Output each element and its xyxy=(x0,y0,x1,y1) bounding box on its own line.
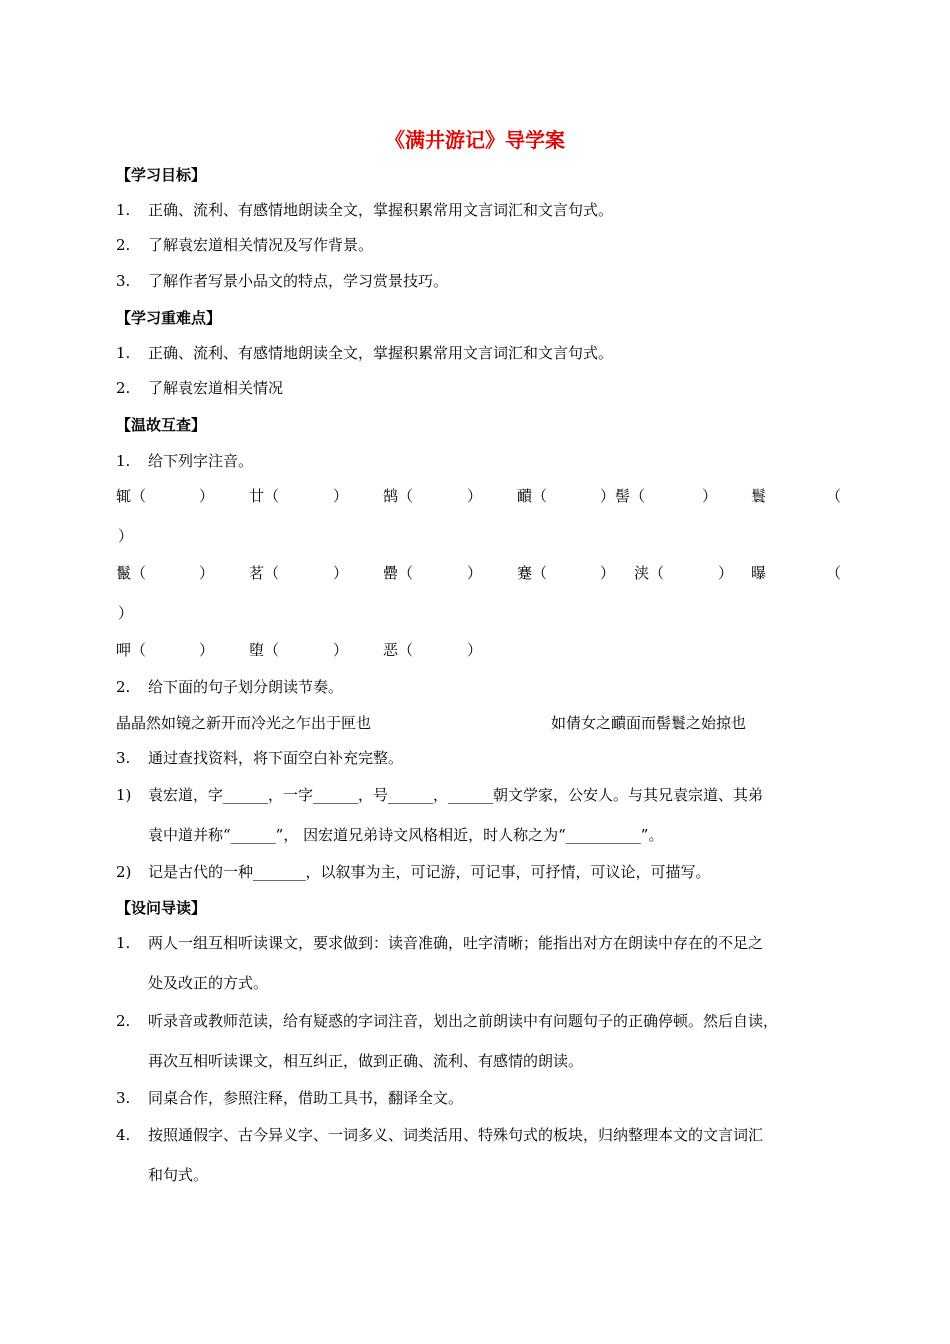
item-text: 两人一组互相听读课文，要求做到：读音准确，吐字清晰；能指出对方在朗读中存在的不足之 xyxy=(148,934,764,952)
pinyin-cell: 茗（ xyxy=(249,564,280,582)
item-number: 2. xyxy=(116,1012,131,1030)
pinyin-cell: 堕（ xyxy=(249,641,280,659)
pinyin-cell: 辄（ xyxy=(116,487,147,505)
item-number: 2. xyxy=(116,236,131,254)
pinyin-cell: ） xyxy=(333,487,349,505)
pinyin-cell: 罍（ xyxy=(383,564,414,582)
item-number: 2. xyxy=(116,678,131,696)
section-heading-guide: 【设问导读】 xyxy=(116,899,207,917)
pinyin-cell: 靧（ xyxy=(517,487,548,505)
item-text: 按照通假字、古今异义字、一词多义、词类活用、特殊句式的板块，归纳整理本文的文言词汇 xyxy=(148,1126,764,1144)
pinyin-cell: ） xyxy=(118,527,134,545)
item-number: 4. xyxy=(116,1126,131,1144)
item-text: 和句式。 xyxy=(148,1166,209,1184)
pinyin-cell: ） xyxy=(467,641,483,659)
pinyin-cell: 浃（ xyxy=(634,564,665,582)
item-text: 给下面的句子划分朗读节奏。 xyxy=(148,678,344,696)
item-text: 同桌合作，参照注释，借助工具书，翻译全文。 xyxy=(148,1089,464,1107)
pinyin-cell: 鬟 xyxy=(751,487,767,505)
item-text: 正确、流利、有感情地朗读全文，掌握积累常用文言词汇和文言句式。 xyxy=(148,201,614,219)
item-text: 处及改正的方式。 xyxy=(148,974,269,992)
item-number: 1) xyxy=(116,786,132,804)
item-number: 1. xyxy=(116,934,131,952)
pinyin-cell: ） xyxy=(467,564,483,582)
pinyin-cell: （ xyxy=(826,564,842,582)
item-text: 记是古代的一种_______，以叙事为主，可记游，可记事，可抒情，可议论，可描写。 xyxy=(148,863,711,881)
item-number: 2) xyxy=(116,863,132,881)
sentence-b: 如倩女之靧面而髻鬟之始掠也 xyxy=(551,714,747,732)
pinyin-cell: ） xyxy=(333,641,349,659)
pinyin-cell: ） xyxy=(718,564,734,582)
item-number: 3. xyxy=(116,272,131,290)
pinyin-cell: ）髻（ xyxy=(600,487,646,505)
pinyin-cell: 曝 xyxy=(751,564,767,582)
pinyin-cell: ） xyxy=(333,564,349,582)
item-text: 给下列字注音。 xyxy=(148,452,254,470)
item-text: 再次互相听读课文，相互纠正，做到正确、流利、有感情的朗读。 xyxy=(148,1052,584,1070)
item-text: 了解作者写景小品文的特点，学习赏景技巧。 xyxy=(148,272,449,290)
pinyin-cell: ） xyxy=(199,487,215,505)
pinyin-cell: 鹄（ xyxy=(383,487,414,505)
sentence-a: 晶晶然如镜之新开而冷光之乍出于匣也 xyxy=(116,714,372,732)
item-text: 袁中道并称“______”， 因宏道兄弟诗文风格相近，时人称之为“__________”。 xyxy=(148,826,664,844)
item-number: 2. xyxy=(116,379,131,397)
pinyin-cell: ） xyxy=(467,487,483,505)
pinyin-cell: ） xyxy=(702,487,718,505)
pinyin-cell: （ xyxy=(826,487,842,505)
item-number: 1. xyxy=(116,452,131,470)
pinyin-cell: ） xyxy=(199,564,215,582)
item-text: 袁宏道，字______，一字______，号______，______朝文学家，公安人。与其兄袁宗道、其弟 xyxy=(148,786,764,804)
item-text: 通过查找资料，将下面空白补充完整。 xyxy=(148,749,404,767)
item-text: 了解袁宏道相关情况 xyxy=(148,379,284,397)
pinyin-cell: 鬣（ xyxy=(116,564,147,582)
item-number: 1. xyxy=(116,201,131,219)
pinyin-cell: ） xyxy=(600,564,616,582)
section-heading-objectives: 【学习目标】 xyxy=(116,166,207,184)
pinyin-cell: ） xyxy=(118,604,134,622)
pinyin-cell: 蹇（ xyxy=(517,564,548,582)
item-number: 3. xyxy=(116,749,131,767)
page-title: 《满井游记》导学案 xyxy=(385,128,565,152)
item-text: 听录音或教师范读，给有疑惑的字词注音，划出之前朗读中有问题句子的正确停顿。然后自读， xyxy=(148,1012,779,1030)
pinyin-cell: 廿（ xyxy=(249,487,280,505)
pinyin-cell: 呷（ xyxy=(116,641,147,659)
section-heading-review: 【温故互查】 xyxy=(116,416,207,434)
item-number: 1. xyxy=(116,344,131,362)
pinyin-cell: 恶（ xyxy=(383,641,414,659)
item-number: 3. xyxy=(116,1089,131,1107)
section-heading-key-points: 【学习重难点】 xyxy=(116,309,222,327)
pinyin-cell: ） xyxy=(199,641,215,659)
item-text: 正确、流利、有感情地朗读全文，掌握积累常用文言词汇和文言句式。 xyxy=(148,344,614,362)
item-text: 了解袁宏道相关情况及写作背景。 xyxy=(148,236,374,254)
